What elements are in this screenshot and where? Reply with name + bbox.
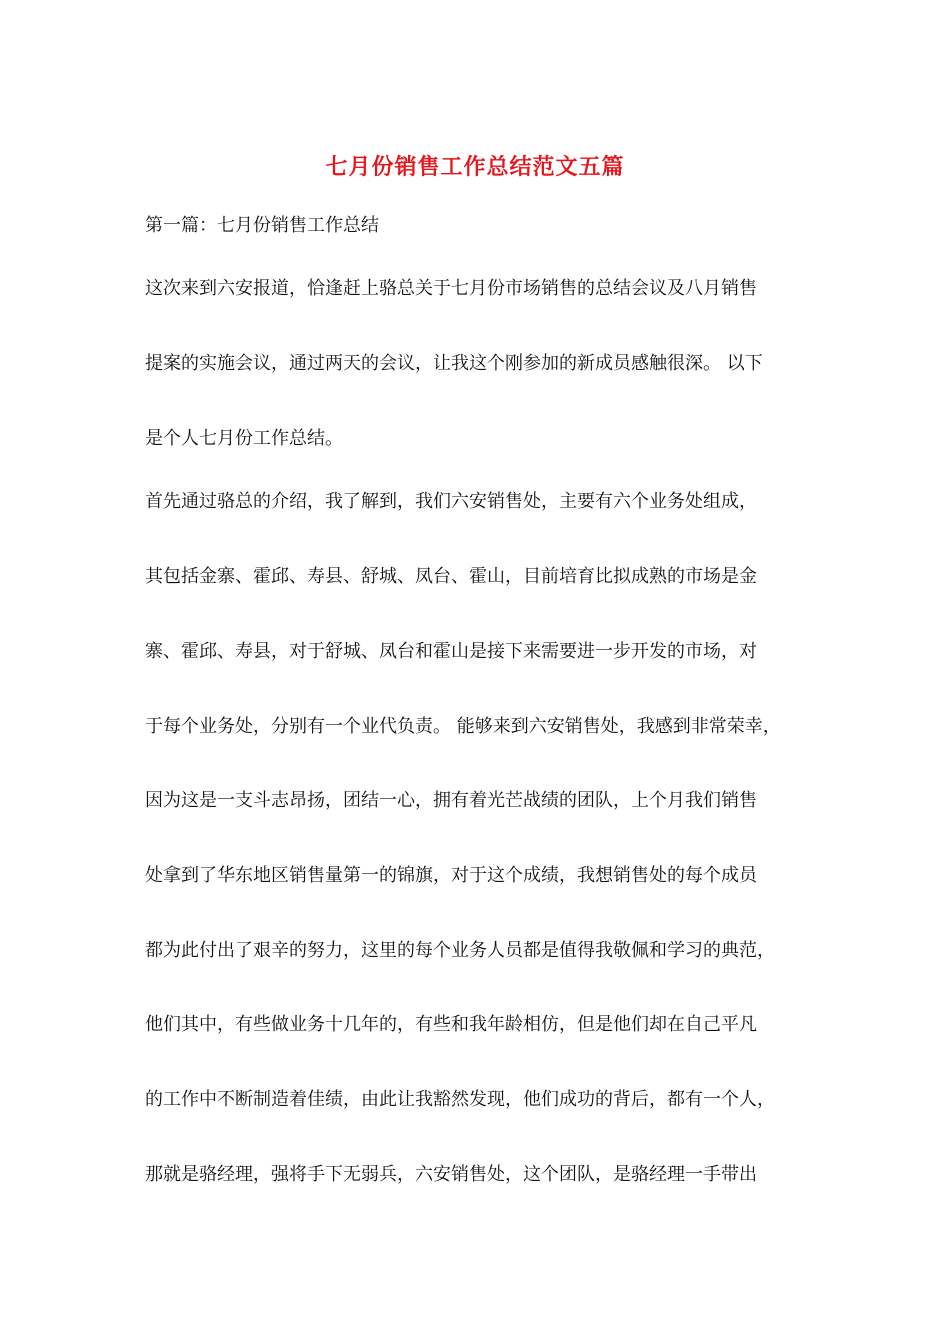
body-line: 于每个业务处，分别有一个业代负责。 能够来到六安销售处，我感到非常荣幸， [145, 716, 781, 737]
body-line: 这次来到六安报道，恰逢赶上骆总关于七月份市场销售的总结会议及八月销售 [145, 278, 757, 299]
section-heading: 第一篇：七月份销售工作总结 [145, 215, 379, 236]
body-line: 他们其中，有些做业务十几年的，有些和我年龄相仿，但是他们却在自己平凡 [145, 1014, 757, 1035]
document-title: 七月份销售工作总结范文五篇 [325, 154, 625, 180]
body-line: 的工作中不断制造着佳绩，由此让我豁然发现，他们成功的背后，都有一个人， [145, 1089, 775, 1110]
body-line: 处拿到了华东地区销售量第一的锦旗，对于这个成绩，我想销售处的每个成员 [145, 865, 757, 886]
body-line: 其包括金寨、霍邱、寿县、舒城、凤台、霍山，目前培育比拟成熟的市场是金 [145, 566, 757, 587]
body-line: 是个人七月份工作总结。 [145, 428, 343, 449]
body-line: 提案的实施会议，通过两天的会议，让我这个刚参加的新成员感触很深。 以下 [145, 353, 763, 374]
body-line: 首先通过骆总的介绍，我了解到，我们六安销售处，主要有六个业务处组成， [145, 491, 757, 512]
body-line: 寨、霍邱、寿县，对于舒城、凤台和霍山是接下来需要进一步开发的市场，对 [145, 641, 757, 662]
body-line: 那就是骆经理，强将手下无弱兵，六安销售处，这个团队，是骆经理一手带出 [145, 1164, 757, 1185]
body-line: 因为这是一支斗志昂扬，团结一心，拥有着光芒战绩的团队，上个月我们销售 [145, 790, 757, 811]
body-line: 都为此付出了艰辛的努力，这里的每个业务人员都是值得我敬佩和学习的典范， [145, 940, 775, 961]
